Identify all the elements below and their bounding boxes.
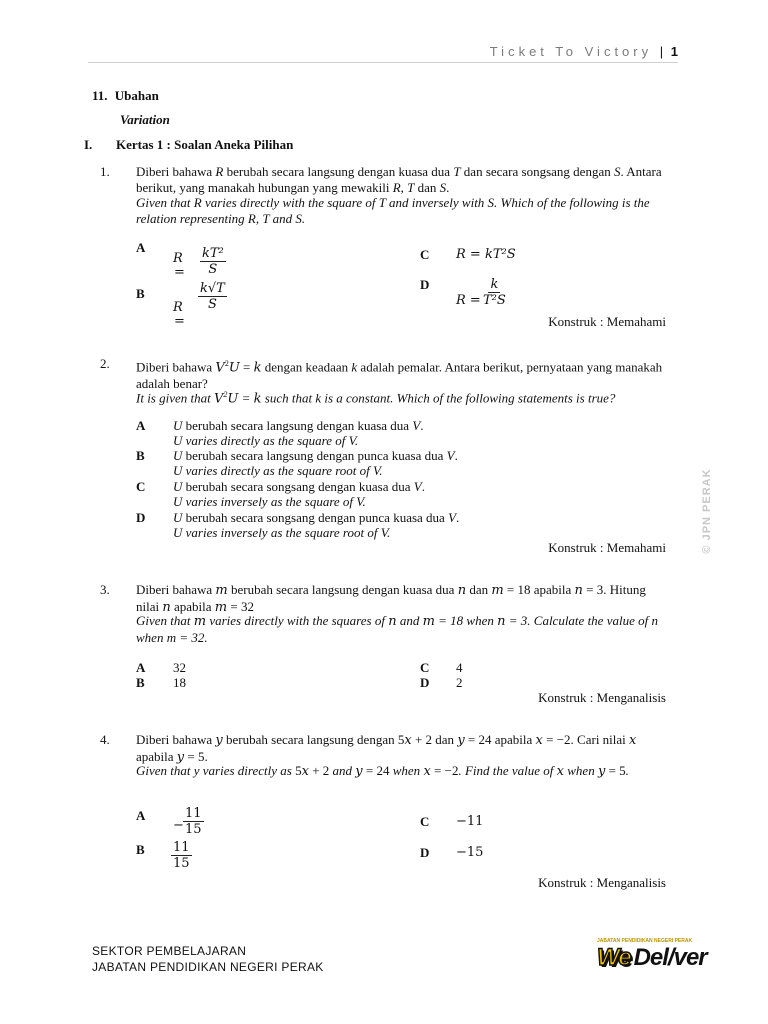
header-page-number: 1 (670, 44, 678, 59)
section-heading (92, 88, 159, 104)
q3-option-d-label: D (420, 675, 430, 690)
q2-option-c-malay: U berubah secara songsang dengan kuasa dua V. (173, 479, 425, 494)
q4-option-d-text: −15 (456, 845, 484, 860)
q1-option-a-label: A (136, 240, 146, 255)
q1-number: 1. (100, 164, 110, 179)
q1-option-a-denominator: S (208, 262, 218, 277)
q3-option-d-text: 2 (456, 675, 463, 690)
q1-option-d-label: D (420, 277, 430, 292)
q2-option-b-label: B (136, 448, 145, 463)
q1-option-c-label: C (420, 247, 430, 262)
q4-option-b-label: B (136, 842, 145, 857)
q2-option-a-english: U varies directly as the square of V. (173, 433, 359, 448)
q2-option-d-english: U varies inversely as the square root of V. (173, 525, 391, 540)
q1-option-a-numerator: kT² (202, 246, 224, 261)
q2-option-a-malay: U berubah secara langsung dengan kuasa dua V. (173, 418, 424, 433)
logo-small-caption: JABATAN PENDIDIKAN NEGERI PERAK (597, 938, 693, 944)
q2-option-d-label: D (136, 510, 146, 525)
footer-sector: SEKTOR PEMBELAJARAN (92, 944, 247, 958)
q4-option-a-sign: − (173, 818, 184, 833)
q2-option-b-english: U varies directly as the square root of V. (173, 463, 383, 478)
q3-number: 3. (100, 582, 110, 597)
q4-option-a-numerator: 11 (185, 806, 202, 821)
logo-deliver: Del/ver (633, 944, 707, 971)
logo-wordmark (597, 944, 707, 972)
q3-option-a-label: A (136, 660, 146, 675)
q4-text-malay: Diberi bahawa y berubah secara langsung dengan 5x + 2 dan y = 24 apabila x = −2. Cari nilai x apabila y = 5. (136, 732, 637, 765)
q1-konstruk: Konstruk : Memahami (548, 314, 666, 329)
q2-option-b-malay: U berubah secara langsung dengan punca kuasa dua V. (173, 448, 458, 463)
q3-text-malay: Diberi bahawa m berubah secara langsung dengan kuasa dua n dan m = 18 apabila n = 3. Hitung nilai n apabila m = 32 (136, 582, 646, 615)
q1-option-b-lhs: R (173, 300, 183, 315)
q1-option-a-lhs: R (173, 251, 183, 266)
q3-konstruk: Konstruk : Menganalisis (538, 690, 666, 705)
q4-option-a-label: A (136, 808, 146, 823)
q4-option-d-label: D (420, 845, 430, 860)
running-header (400, 44, 678, 59)
q3-option-c-text: 4 (456, 660, 463, 675)
part-roman: I. (84, 137, 93, 152)
q1-option-d-numerator: k (490, 277, 499, 292)
q4-konstruk: Konstruk : Menganalisis (538, 875, 666, 890)
q4-option-b-fraction (171, 840, 192, 871)
q1-option-d-fraction (481, 277, 508, 308)
q1-option-b-eq: = (174, 314, 185, 329)
q1-option-b-label: B (136, 286, 145, 301)
q3-option-b-text: 18 (173, 675, 186, 690)
we-deliver-logo (597, 938, 737, 978)
q3-option-c-label: C (420, 660, 430, 675)
q4-text-english: Given that y varies directly as 5x + 2 and y = 24 when x = −2. Find the value of x when y = 5. (136, 763, 629, 779)
q2-text-english: It is given that $V^2U = k$ such that k is a constant. Which of the following statements is true? (136, 390, 616, 407)
section-title: Ubahan (114, 88, 159, 103)
q1-text-malay: Diberi bahawa R berubah secara langsung dengan kuasa dua T dan secara songsang dengan S. Antara berikut, yang manakah hubungan yang mewakili R, T dan S. (136, 164, 662, 195)
footer-department: JABATAN PENDIDIKAN NEGERI PERAK (92, 960, 324, 974)
q4-option-b-denominator: 15 (173, 856, 190, 871)
watermark-text: © JPN PERAK (701, 468, 713, 554)
q2-option-d-malay: U berubah secara songsang dengan punca kuasa dua V. (173, 510, 460, 525)
q1-option-c-text: R = kT²S (456, 247, 516, 262)
header-separator: | (659, 44, 664, 59)
q3-text-english: Given that m varies directly with the squares of n and m = 18 when n = 3. Calculate the value of n when m = 32. (136, 613, 658, 645)
q4-option-c-text: −11 (456, 814, 484, 829)
q1-text-english: Given that R varies directly with the square of T and inversely with S. Which of the following is the relation representing R, T and S. (136, 195, 650, 226)
q2-option-c-label: C (136, 479, 146, 494)
q2-number: 2. (100, 356, 110, 371)
q3-option-a-text: 32 (173, 660, 186, 675)
section-number: 11. (92, 88, 108, 103)
q4-option-a-denominator: 15 (185, 822, 202, 837)
q1-option-d-lhs: R = (456, 293, 481, 308)
q4-number: 4. (100, 732, 110, 747)
q4-option-b-numerator: 11 (173, 840, 190, 855)
header-rule (88, 62, 678, 63)
q4-option-a-fraction (183, 806, 204, 837)
q1-option-b-fraction (198, 281, 227, 312)
q3-option-b-label: B (136, 675, 145, 690)
header-title: Ticket To Victory (489, 44, 653, 59)
logo-we: We (597, 944, 631, 971)
q1-option-a-eq: = (174, 265, 185, 280)
q1-option-b-denominator: S (207, 297, 217, 312)
section-subtitle: Variation (120, 112, 170, 127)
q1-option-a-fraction (200, 246, 226, 277)
part-title: Kertas 1 : Soalan Aneka Pilihan (116, 137, 294, 152)
q2-option-c-english: U varies inversely as the square of V. (173, 494, 366, 509)
q2-option-a-label: A (136, 418, 146, 433)
q4-option-c-label: C (420, 814, 430, 829)
q2-konstruk: Konstruk : Memahami (548, 540, 666, 555)
q1-option-b-numerator: k√T (200, 281, 225, 296)
q2-text-malay: Diberi bahawa $V^2U = k$ dengan keadaan k adalah pemalar. Antara berikut, pernyataan yang manakah adalah benar? (136, 359, 663, 391)
q1-option-d-denominator: T²S (483, 293, 506, 308)
